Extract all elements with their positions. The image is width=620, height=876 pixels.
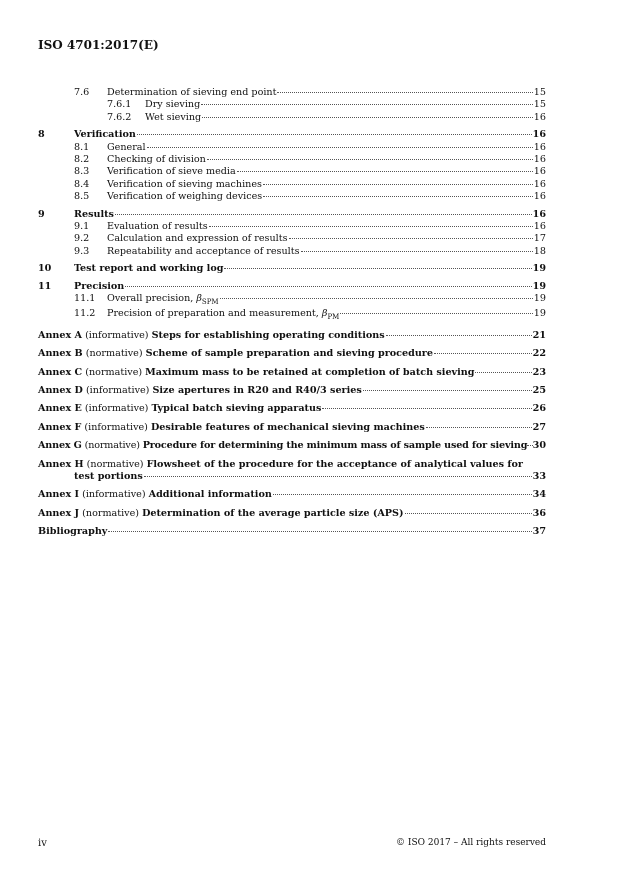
toc-title: Annex J (normative) Determination of the average particle size (APS) xyxy=(38,507,404,519)
dot-leader xyxy=(115,214,532,215)
copyright-notice: © ISO 2017 – All rights reserved xyxy=(396,838,546,848)
toc-entry-8-3[interactable] xyxy=(38,166,546,178)
dot-leader xyxy=(263,196,533,197)
dot-leader xyxy=(273,494,532,495)
toc-entry-annex-a[interactable] xyxy=(38,330,546,342)
dot-leader xyxy=(209,226,533,227)
dot-leader xyxy=(405,513,532,514)
toc-title: Annex C (normative) Maximum mass to be retained at completion of batch sieving xyxy=(38,366,475,378)
toc-number: 8.3 xyxy=(74,166,90,178)
toc-number: 9 xyxy=(38,208,45,220)
toc-title: Test report and working log xyxy=(74,263,224,275)
toc-title: Dry sieving xyxy=(145,99,201,111)
toc-page: 16 xyxy=(532,129,546,141)
toc-title-continuation xyxy=(38,471,546,483)
symbol-subscript: PM xyxy=(327,313,340,322)
toc-page: 15 xyxy=(533,87,546,98)
toc-page: 16 xyxy=(533,178,546,190)
toc-page: 19 xyxy=(532,280,546,292)
document-header: ISO 4701:2017(E) xyxy=(38,38,159,52)
toc-title: Annex D (informative) Size apertures in R20 and R40/3 series xyxy=(38,384,362,396)
dot-leader xyxy=(207,159,533,160)
toc-title: Results xyxy=(74,208,114,220)
toc-title: Calculation and expression of results xyxy=(107,233,288,245)
dot-leader xyxy=(386,335,532,336)
toc-page: 27 xyxy=(532,421,546,433)
toc-title: Precision xyxy=(74,280,125,292)
dot-leader xyxy=(202,117,533,118)
toc-page: 33 xyxy=(532,470,546,482)
symbol-subscript: SPM xyxy=(201,298,219,306)
dot-leader xyxy=(137,134,532,135)
toc-title: test portions xyxy=(74,470,143,482)
toc-entry-bibliography[interactable] xyxy=(38,526,546,538)
dot-leader xyxy=(363,390,532,391)
toc-page: 25 xyxy=(532,384,546,396)
toc-page: 16 xyxy=(533,166,546,178)
toc-number: 8.2 xyxy=(74,154,90,166)
toc-entry-annex-g[interactable] xyxy=(38,440,546,452)
toc-entry-annex-d[interactable] xyxy=(38,385,546,397)
toc-entry-9-3[interactable] xyxy=(38,246,546,258)
toc-title: Wet sieving xyxy=(145,111,202,123)
toc-entry-9[interactable] xyxy=(38,209,546,221)
toc-number: 11.1 xyxy=(74,293,96,305)
toc-title: Verification of sieving machines xyxy=(107,178,262,190)
toc-page: 23 xyxy=(532,366,546,378)
toc-title: Annex A (informative) Steps for establishing operating conditions xyxy=(38,329,385,341)
toc-title: Annex B (normative) Scheme of sample preparation and sieving procedure xyxy=(38,348,433,360)
toc-entry-7-6-2[interactable] xyxy=(38,112,546,124)
toc-entry-annex-h[interactable] xyxy=(38,459,546,484)
toc-entry-11-2[interactable] xyxy=(38,308,546,323)
toc-title: Verification of sieve media xyxy=(107,166,236,178)
toc-entry-10[interactable] xyxy=(38,263,546,275)
toc-page: 15 xyxy=(533,99,546,111)
toc-entry-8[interactable] xyxy=(38,129,546,141)
toc-entry-annex-b[interactable] xyxy=(38,348,546,360)
dot-leader xyxy=(322,408,531,409)
toc-page: 19 xyxy=(532,263,546,275)
toc-entry-annex-i[interactable] xyxy=(38,489,546,501)
toc-entry-8-2[interactable] xyxy=(38,154,546,166)
toc-title: Annex I (informative) Additional information xyxy=(38,489,272,501)
toc-page: 19 xyxy=(533,308,546,320)
toc-entry-8-4[interactable] xyxy=(38,179,546,191)
page-footer xyxy=(38,838,546,849)
toc-title: General xyxy=(107,141,146,153)
toc-title: Annex F (informative) Desirable features of mechanical sieving machines xyxy=(38,421,425,433)
toc-page: 16 xyxy=(533,111,546,123)
toc-title: Checking of division xyxy=(107,154,206,166)
dot-leader xyxy=(201,104,533,105)
dot-leader xyxy=(108,531,531,532)
toc-number: 7.6 xyxy=(74,87,90,98)
toc-entry-7-6-1[interactable] xyxy=(38,99,546,111)
toc-page: 19 xyxy=(533,293,546,305)
toc-number: 11.2 xyxy=(74,308,96,320)
toc-page: 34 xyxy=(532,489,546,501)
toc-number: 9.3 xyxy=(74,245,90,257)
toc-title: Repeatability and acceptance of results xyxy=(107,245,300,257)
toc-page: 36 xyxy=(532,507,546,519)
toc-entry-11[interactable] xyxy=(38,281,546,293)
toc-number: 8.1 xyxy=(74,141,90,153)
toc-page: 16 xyxy=(533,141,546,153)
dot-leader xyxy=(434,353,532,354)
dot-leader xyxy=(224,268,531,269)
toc-entry-annex-f[interactable] xyxy=(38,422,546,434)
toc-page: 21 xyxy=(532,329,546,341)
toc-title: Annex G (normative) Procedure for determining the minimum mass of sample used for sieving xyxy=(38,440,528,452)
toc-title: Verification of weighing devices xyxy=(107,191,263,203)
toc-number: 8 xyxy=(38,129,45,141)
dot-leader xyxy=(301,251,533,252)
toc-title: Annex E (informative) Typical batch sieving apparatus xyxy=(38,403,322,415)
dot-leader xyxy=(237,171,533,172)
dot-leader xyxy=(147,147,533,148)
toc-number: 9.2 xyxy=(74,233,90,245)
toc-entry-annex-c[interactable] xyxy=(38,367,546,379)
toc-page: 16 xyxy=(533,154,546,166)
toc-page: 37 xyxy=(532,526,546,538)
toc-page: 26 xyxy=(532,403,546,415)
toc-number: 7.6.1 xyxy=(107,99,132,111)
toc-title: Determination of sieving end point xyxy=(107,87,277,98)
toc-entry-9-1[interactable] xyxy=(38,221,546,233)
dot-leader xyxy=(277,92,532,93)
toc-page: 16 xyxy=(532,208,546,220)
toc-number: 10 xyxy=(38,263,52,275)
dot-leader xyxy=(144,476,532,477)
toc-page: 18 xyxy=(533,245,546,257)
toc-title: Annex H (normative) Flowsheet of the procedure for the acceptance of analytical values for xyxy=(38,458,523,470)
dot-leader xyxy=(125,286,531,287)
toc-page: 30 xyxy=(532,440,546,452)
toc-title: Bibliography xyxy=(38,526,108,538)
toc-number: 8.5 xyxy=(74,191,90,203)
toc-title: Verification xyxy=(74,129,136,141)
toc-page: 17 xyxy=(533,233,546,245)
toc-entry-8-5[interactable] xyxy=(38,191,546,203)
toc-number: 9.1 xyxy=(74,221,90,233)
beta-symbol: β xyxy=(196,293,202,305)
table-of-contents xyxy=(38,87,546,539)
toc-entry-8-1[interactable] xyxy=(38,142,546,154)
dot-leader xyxy=(527,445,532,446)
toc-number: 7.6.2 xyxy=(107,111,132,123)
toc-number: 11 xyxy=(38,280,52,292)
dot-leader xyxy=(220,298,533,299)
toc-number: 8.4 xyxy=(74,178,90,190)
dot-leader xyxy=(263,184,533,185)
toc-page: 16 xyxy=(533,191,546,203)
beta-symbol: β xyxy=(321,308,328,320)
toc-entry-9-2[interactable] xyxy=(38,233,546,245)
toc-entry-7-6[interactable] xyxy=(38,87,546,99)
toc-page: 16 xyxy=(533,221,546,233)
toc-page: 22 xyxy=(532,348,546,360)
dot-leader xyxy=(340,313,532,314)
dot-leader xyxy=(289,238,533,239)
toc-entry-annex-j[interactable] xyxy=(38,508,546,520)
page-number: iv xyxy=(38,838,47,849)
toc-title: Overall precision, $\beta_{SPM}$ xyxy=(107,293,219,306)
dot-leader xyxy=(475,372,531,373)
toc-title: Precision of preparation and measurement, $\beta_{PM}$ xyxy=(107,308,340,322)
toc-title: Evaluation of results xyxy=(107,221,208,233)
toc-entry-annex-e[interactable] xyxy=(38,403,546,415)
toc-entry-11-1[interactable] xyxy=(38,293,546,308)
dot-leader xyxy=(426,427,532,428)
